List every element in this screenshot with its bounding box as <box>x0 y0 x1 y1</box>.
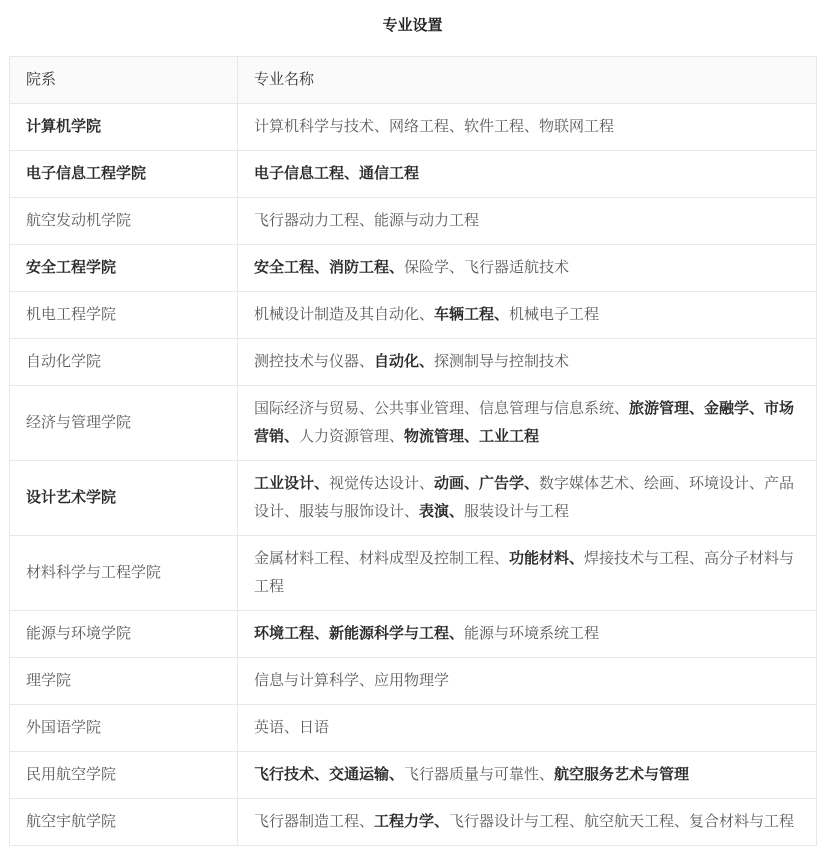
table-row <box>10 151 817 198</box>
majors-cell <box>238 339 817 386</box>
table-row <box>10 292 817 339</box>
column-header-majors: 专业名称 <box>238 57 817 104</box>
majors-cell <box>238 536 817 611</box>
table-row <box>10 611 817 658</box>
major-segment: 视觉传达设计、 <box>329 475 435 492</box>
major-segment: 英语、日语 <box>254 719 330 736</box>
dept-cell: 设计艺术学院 <box>10 461 238 536</box>
majors-cell <box>238 799 817 846</box>
dept-cell: 机电工程学院 <box>10 292 238 339</box>
major-segment-bold: 表演、 <box>419 503 465 520</box>
majors-table <box>9 56 817 846</box>
dept-cell: 理学院 <box>10 658 238 705</box>
major-segment: 探测制导与控制技术 <box>434 353 570 370</box>
column-header-dept: 院系 <box>10 57 238 104</box>
majors-cell <box>238 292 817 339</box>
dept-cell: 能源与环境学院 <box>10 611 238 658</box>
major-segment-bold: 工程力学、 <box>374 813 450 830</box>
dept-cell: 经济与管理学院 <box>10 386 238 461</box>
table-row <box>10 245 817 292</box>
majors-cell <box>238 461 817 536</box>
major-segment: 机械设计制造及其自动化、 <box>254 306 435 323</box>
table-row <box>10 461 817 536</box>
table-row <box>10 104 817 151</box>
majors-cell <box>238 705 817 752</box>
major-segment: 测控技术与仪器、 <box>254 353 375 370</box>
major-segment: 飞行器设计与工程、航空航天工程、复合材料与工程 <box>449 813 795 830</box>
major-segment: 飞行器动力工程、能源与动力工程 <box>254 212 480 229</box>
majors-cell <box>238 151 817 198</box>
major-segment-bold: 电子信息工程、通信工程 <box>254 165 420 182</box>
dept-cell: 航空宇航学院 <box>10 799 238 846</box>
table-row <box>10 198 817 245</box>
major-segment: 机械电子工程 <box>509 306 600 323</box>
dept-cell: 材料科学与工程学院 <box>10 536 238 611</box>
table-row <box>10 799 817 846</box>
major-segment: 服装设计与工程 <box>464 503 570 520</box>
major-segment: 金属材料工程、材料成型及控制工程、 <box>254 550 510 567</box>
table-row <box>10 658 817 705</box>
dept-cell: 外国语学院 <box>10 705 238 752</box>
major-segment-bold: 功能材料、 <box>509 550 585 567</box>
table-body <box>10 104 817 846</box>
majors-cell <box>238 752 817 799</box>
table-row <box>10 339 817 386</box>
dept-cell: 计算机学院 <box>10 104 238 151</box>
majors-cell <box>238 658 817 705</box>
dept-cell: 电子信息工程学院 <box>10 151 238 198</box>
major-segment-bold: 动画、广告学、 <box>434 475 540 492</box>
major-segment-bold: 物流管理、工业工程 <box>404 428 540 445</box>
majors-cell <box>238 611 817 658</box>
table-row <box>10 386 817 461</box>
major-segment: 信息与计算科学、应用物理学 <box>254 672 450 689</box>
major-segment: 计算机科学与技术、网络工程、软件工程、物联网工程 <box>254 118 615 135</box>
major-segment: 人力资源管理、 <box>299 428 405 445</box>
table-row <box>10 536 817 611</box>
major-segment-bold: 安全工程、消防工程、 <box>254 259 405 276</box>
dept-cell: 安全工程学院 <box>10 245 238 292</box>
major-segment: 飞行器质量与可靠性、 <box>404 766 555 783</box>
major-segment-bold: 旅游管理、金融学、市场营销、 <box>254 400 795 445</box>
header-row <box>10 57 817 104</box>
majors-cell <box>238 245 817 292</box>
major-segment-bold: 环境工程、新能源科学与工程、 <box>254 625 465 642</box>
dept-cell: 航空发动机学院 <box>10 198 238 245</box>
major-segment: 焊接技术与工程、高分子材料与工程 <box>254 550 795 595</box>
major-segment: 数字媒体艺术、绘画、环境设计、产品设计、服装与服饰设计、 <box>254 475 795 520</box>
page-title: 专业设置 <box>382 17 443 34</box>
majors-cell <box>238 198 817 245</box>
major-segment-bold: 车辆工程、 <box>434 306 510 323</box>
major-segment-bold: 飞行技术、交通运输、 <box>254 766 405 783</box>
major-segment: 保险学、飞行器适航技术 <box>404 259 570 276</box>
table-row <box>10 705 817 752</box>
major-segment-bold: 工业设计、 <box>254 475 330 492</box>
major-segment: 飞行器制造工程、 <box>254 813 375 830</box>
major-segment: 能源与环境系统工程 <box>464 625 600 642</box>
major-segment-bold: 自动化、 <box>374 353 435 370</box>
majors-cell <box>238 386 817 461</box>
table-row <box>10 752 817 799</box>
dept-cell: 自动化学院 <box>10 339 238 386</box>
majors-cell <box>238 104 817 151</box>
dept-cell: 民用航空学院 <box>10 752 238 799</box>
major-segment-bold: 航空服务艺术与管理 <box>554 766 690 783</box>
major-segment: 国际经济与贸易、公共事业管理、信息管理与信息系统、 <box>254 400 630 417</box>
